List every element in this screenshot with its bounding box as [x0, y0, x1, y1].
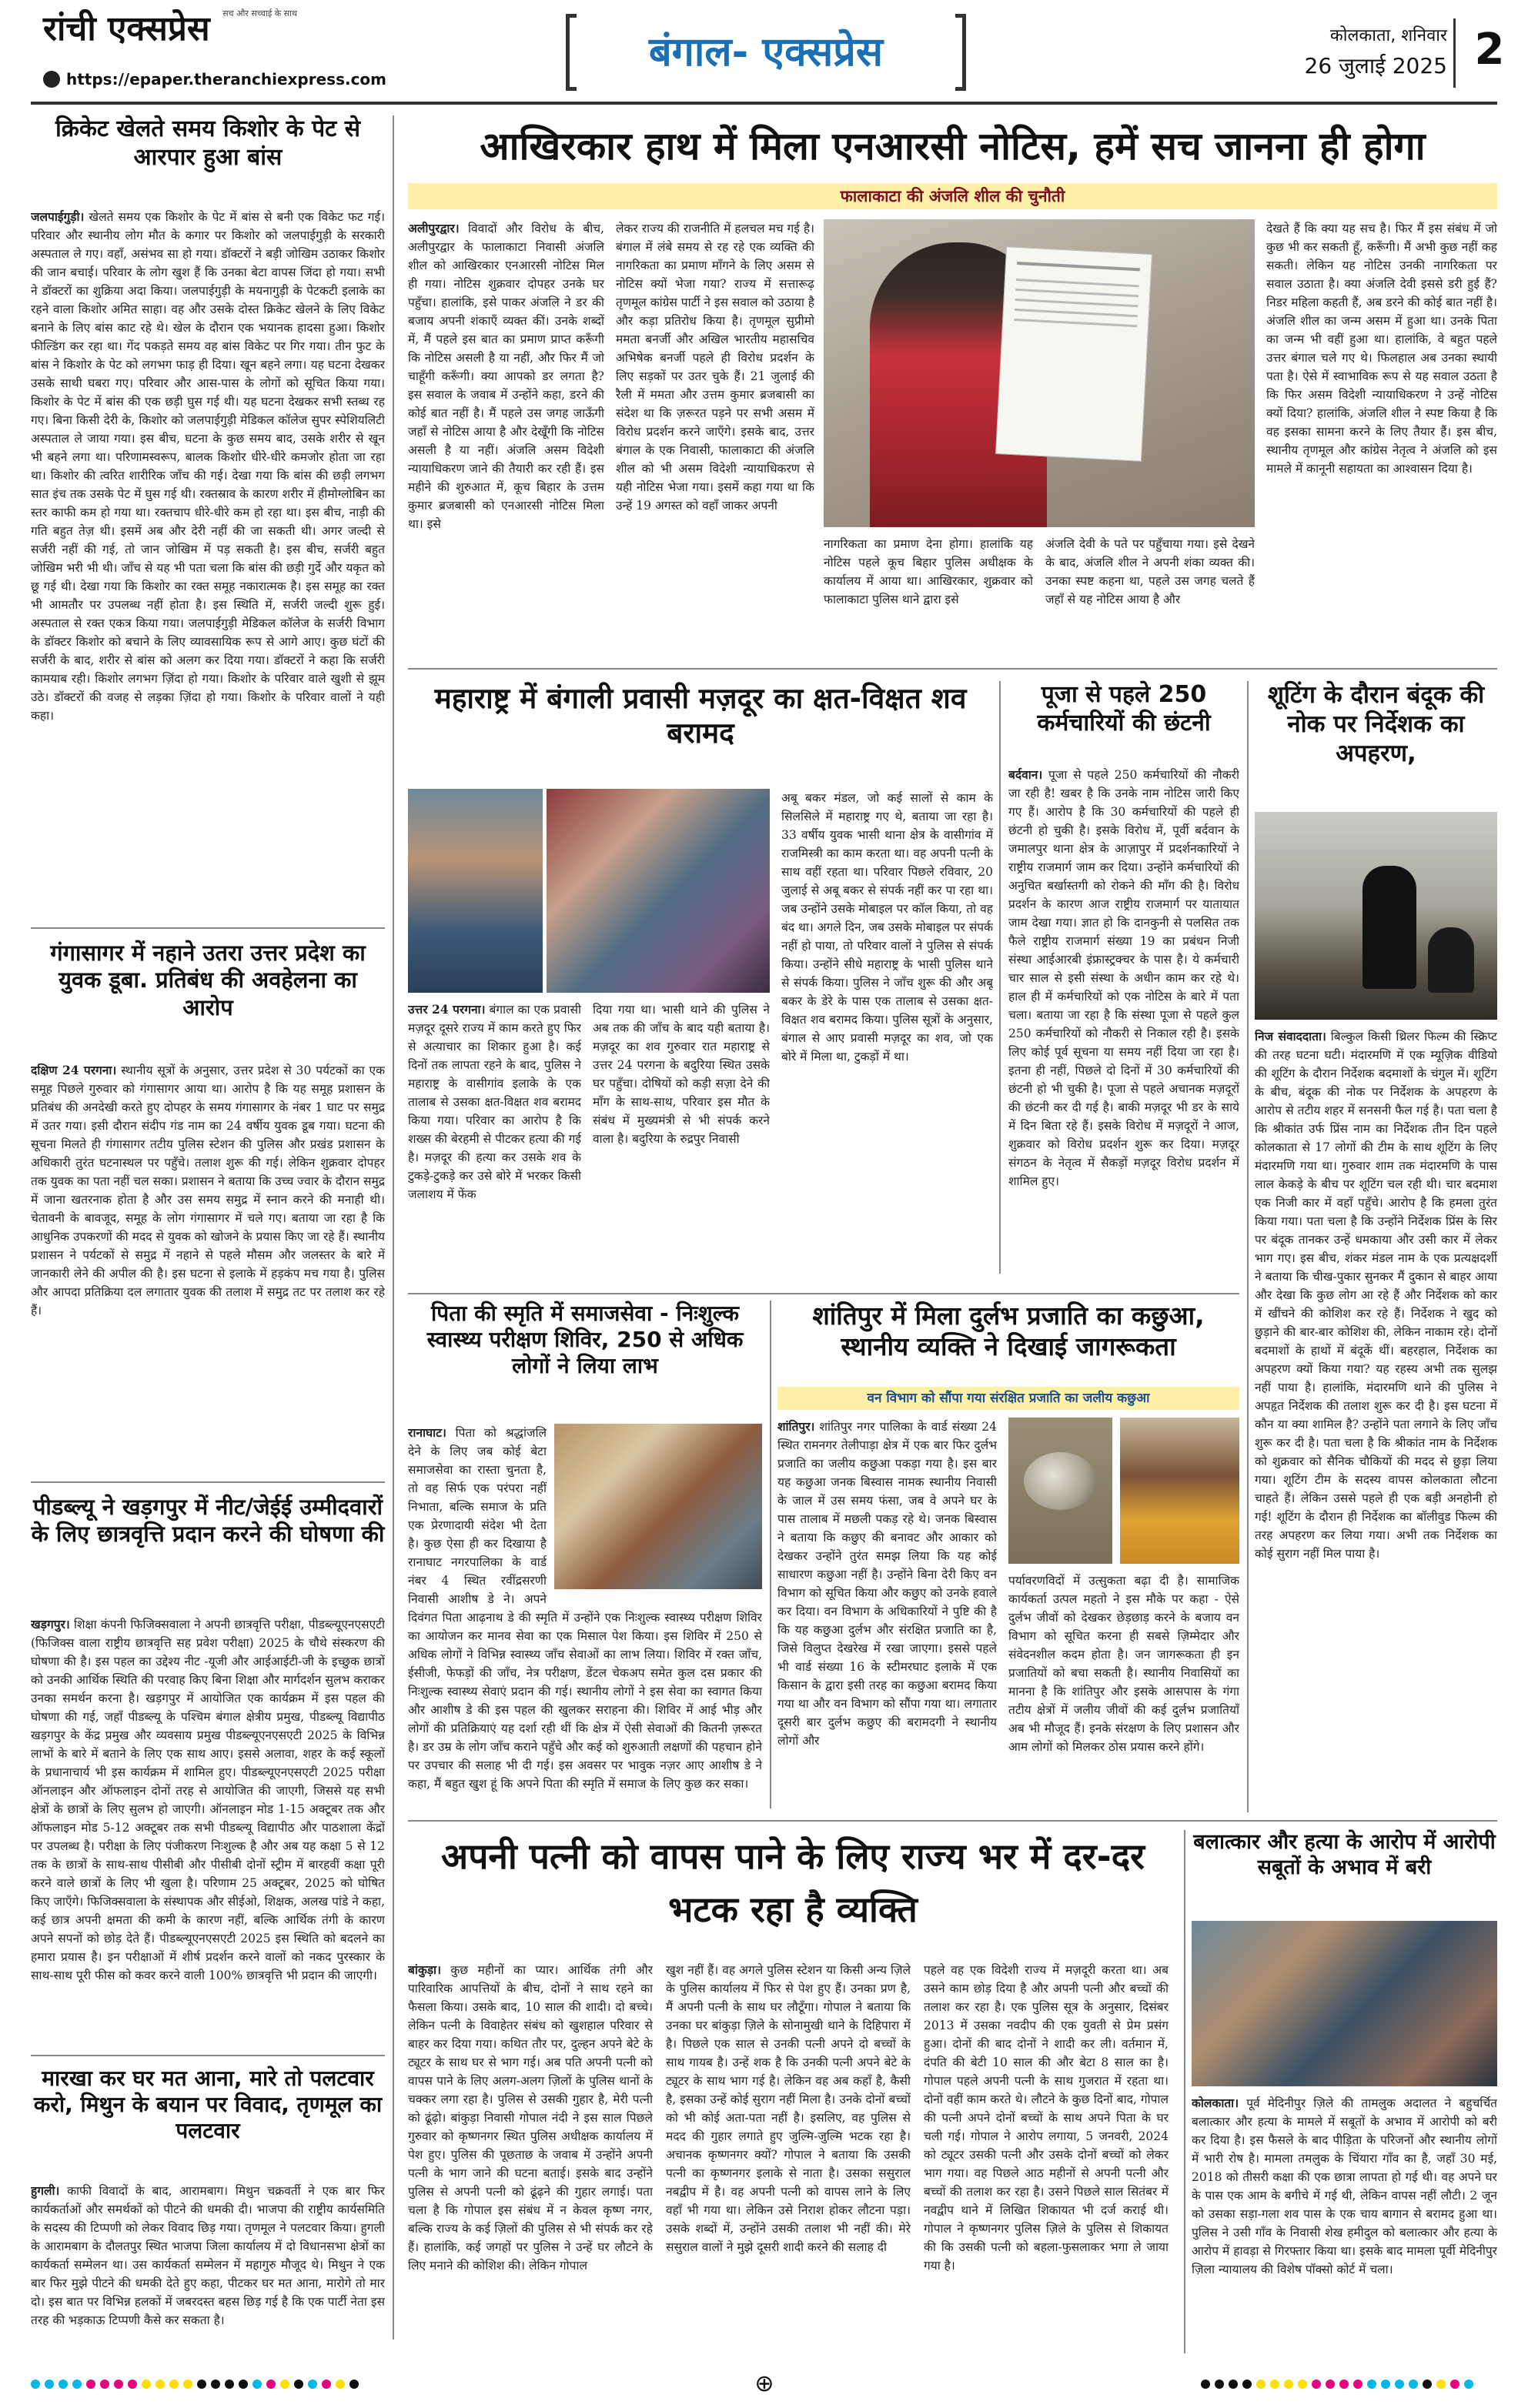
left-column-rule [393, 115, 394, 2340]
brand-logo [43, 6, 297, 52]
photo-victim [408, 789, 543, 993]
mid-rule-2 [408, 1820, 1497, 1822]
body-mithun: हुगली। काफी विवादों के बाद, आरामबाग। मिथुन चक्रवर्ती ने एक बार फिर कार्यकर्ताओं और समर्थकों को पीटने की धमकी दी। भाजपा की राष्ट्रीय कार्यसमिति के सदस्य की टिप्पणी को लेकर विवाद छिड़ गया। तृणमूल ने पलटवार किया। हुगली के आरामबाग के दौलतपुर स्थित भाजपा जिला कार्यालय में दो विधानसभा क्षेत्रों का कार्यकर्ता सम्मेलन था। उस कार्यकर्ता सम्मेलन में महागुरु मौजूद थे। मिथुन ने एक बार फिर मुझे पीटने की धमकी देते हुए कहा, पीटकर घर मत आना, मारोगे तो मार दो। इस बात पर विभिन्न हलकों में जबरदस्त बहस छिड़ गई है कि एक पार्टी नेता इस तरह की भड़काऊ टिप्पणी कैसे कर सकता है। [31, 2183, 385, 2328]
lead-headline: आखिरकार हाथ में मिला एनआरसी नोटिस, हमें सच जानना ही होगा [480, 124, 1426, 169]
headline-mithun: मारखा कर घर मत आना, मारे तो पलटवार करो, मिथुन के बयान पर विवाद, तृणमूल का पलटवार [33, 2066, 383, 2144]
body-wife-col3: पहले वह एक विदेशी राज्य में मज़दूरी करता था। अब उसने काम छोड़ दिया है और अपनी पत्नी और बच्चों की तलाश कर रहा है। एक पुलिस सूत्र के अनुसार, दिसंबर 2013 में उसका नवदीप की एक युवती से प्रेम प्रसंग हुआ। दोनों की बाद दोनों ने शादी कर ली। वर्तमान में, दंपति की बेटी 10 साल की और बेटा 8 साल का है। गोपाल पहले अपनी पत्नी के साथ गुजरात में रहता था। दोनों वहीं काम करते थे। लौटने के कुछ दिनों बाद, गोपाल की पत्नी अपने दोनों बच्चों के साथ अपने पिता के घर चली गई। गोपाल ने आरोप लगाया, 5 जनवरी, 2024 को ट्यूटर उसकी पत्नी और उसके दोनों बच्चों को लेकर भाग गया। वह पिछले आठ महीनों से अपनी पत्नी और बच्चों की तलाश कर रहा है। उसने पिछले साल सितंबर में नवद्वीप थाने में लिखित शिकायत भी दर्ज कराई थी। गोपाल ने कृष्णनगर पुलिस ज़िले के पुलिस से शिकायत की कि उसकी पत्नी को बहला-फुसलाकर भगा ले जाया गया है। [924, 1963, 1169, 2273]
tortoise-left-rule [770, 1301, 771, 1809]
article-maharashtra [408, 681, 993, 1285]
lead-story [408, 115, 1497, 654]
headline-puja: पूजा से पहले 250 कर्मचारियों की छंटनी [1037, 681, 1211, 736]
article-health-camp [408, 1301, 762, 1809]
body-tortoise-col2: पर्यावरणविदों में उत्सुकता बढ़ा दी है। सामाजिक कार्यकर्ता उत्पल महतो ने इस मौके पर कहा - ऐसे दुर्लभ जीवों को देखकर छेड़छाड़ करने के बजाय वन विभाग को सूचित करना ही सबसे ज़िम्मेदार और संवेदनशील कदम होता है। जन जागरूकता ही इन प्रजातियों को बचा सकती है। स्थानीय निवासियों का मानना है कि शांतिपुर और इसके आसपास के गंगा तटीय क्षेत्रों में जलीय जीवों की कई दुर्लभ प्रजातियाँ अब भी मौजूद हैं। इनके संरक्षण के लिए प्रशासन और आम लोगों को मिलकर ठोस प्रयास करने होंगे। [1008, 1574, 1239, 1755]
body-wife-col2: खुश नहीं हैं। वह अगले पुलिस स्टेशन या किसी अन्य ज़िले के पुलिस कार्यालय में फिर से पेश हुए हैं। उनका प्रण है, मैं अपनी पत्नी के साथ घर लौटूँगा। गोपाल ने बताया कि उनका घर बांकुड़ा ज़िले के सोनामुखी थाने के दिहिपारा में है। पिछले एक साल से उनकी पत्नी अपने दो बच्चों के साथ गायब है। उन्हें शक है कि उनकी पत्नी अपने बेटे के ट्यूटर के साथ भाग गई है। लेकिन वह अब कहाँ है, कैसी है, इसका उन्हें कोई सुराग नहीं मिला है। उनके दोनों बच्चों को भी कोई अता-पता नहीं है। इसलिए, वह पुलिस से मदद की गुहार लगाते हुए जुल्मि-जुल्मि भटक रहा है। अचानक कृष्णनगर क्यों? गोपाल ने बताया कि उसकी पत्नी का कृष्णनगर इलाके से नाता है। उसका ससुराल नबद्वीप में है। वह अपनी पत्नी को वापस लाने के लिए वहाँ भी गया था। लेकिन उसे निराश होकर लौटना पड़ा। उसके शब्दों में, उन्होंने उसकी तलाश भी नहीं की। मेरे ससुराल वालों ने मुझे दूसरी शादी करने की सलाह दी [666, 1963, 911, 2255]
body-puja: बर्दवान। पूजा से पहले 250 कर्मचारियों की नौकरी जा रही है! खबर है कि उनके नाम नोटिस जारी किए गए हैं। आरोप है कि 30 कर्मचारियों की पहले ही छंटनी हो चुकी है। इसके विरोध में, पूर्वी बर्दवान के जमालपुर थाना क्षेत्र के आज़ापुर में प्रदर्शनकारियों ने राष्ट्रीय राजमार्ग जाम कर दिया। उन्होंने कर्मचारियों की अनुचित बर्खास्तगी को रोकने की माँग की है। विरोध प्रदर्शन के कारण आज राष्ट्रीय राजमार्ग पर यातायात जाम देखा गया। ज्ञात हो कि दानकुनी से पलसित तक फैले राष्ट्रीय राजमार्ग संख्या 19 का प्रबंधन निजी संस्था आईआरबी इंफ्रास्ट्रक्चर के पास है। ये कर्मचारी चार साल से इसी संस्था के अधीन काम कर रहे थे। हाल ही में कर्मचारियों को एक नोटिस के बारे में पता चला। बताया जा रहा है कि संस्था पूजा से पहले कुल 250 कर्मचारियों को नौकरी से निकाल रही है। इसके लिए कोई पूर्व सूचना या समय नहीं दिया जा रहा है। इतना ही नहीं, पिछले दो दिनों में 30 कर्मचारियों की छंटनी हो भी चुकी है। पूजा से पहले अचानक मज़दूरों की छंटनी कर दी गई है। बाकी मज़दूर भी डर के साये में दिन बिता रहे हैं। इसके विरोध में मज़दूरों ने आज, शुक्रवार को विरोध प्रदर्शन शुरू कर दिया। मज़दूर संगठन के नेतृत्व में सैकड़ों मज़दूर विरोध प्रदर्शन में शामिल हुए। [1008, 767, 1239, 1189]
section-title: बंगाल- एक्सप्रेस [648, 29, 884, 75]
date-block [1262, 23, 1447, 80]
mid-rule-1 [408, 1293, 1239, 1294]
notice-document [995, 246, 1152, 462]
lead-body-col5: देखते हैं कि क्या यह सच है। फिर मैं इस संबंध में जो कुछ भी कर सकती हूँ, करूँगी। मैं अभी कुछ नहीं कह सकती। लेकिन यह नोटिस उनकी नागरिकता पर सवाल उठाता है। क्या अंजलि देवी इससे डरी हुई हैं? निडर महिला कहती हैं, अब डरने की कोई बात नहीं है। अंजलि शील का जन्म असम में हुआ था। उनके पिता का जन्म भी वहीं हुआ था। हालांकि, वे बहुत पहले उत्तर बंगाल चले गए थे। फिलहाल अब उनका स्थायी पता है। ऐसे में स्वाभाविक रूप से यह सवाल उठता है कि फिर असम विदेशी न्यायाधिकरण ने उन्हें नोटिस क्यों दिया? हालांकि, अंजलि शील ने स्पष्ट किया है कि वह इसका सामना करने के लिए तैयार हैं। इस बीच, स्थानीय तृणमूल और कांग्रेस नेतृत्व ने अंजलि को इस मामले में कानूनी सहायता का आश्वासन दिया है। [1266, 222, 1497, 476]
body-health-camp: रानाघाट। पिता को श्रद्धांजलि देने के लिए जब कोई बेटा समाजसेवा का रास्ता चुनता है, तो वह सिर्फ एक परंपरा नहीं निभाता, बल्कि समाज के प्रति एक प्रेरणादायी संदेश भी देता है। कुछ ऐसा ही कर दिखाया है रानाघाट नगरपालिका के वार्ड नंबर 4 स्थित रवींद्रसरणी निवासी आशीष डे ने। अपने दिवंगत पिता आढ़नाथ डे की स्मृति में उन्होंने एक निःशुल्क स्वास्थ्य परीक्षण शिविर का आयोजन कर मानव सेवा का एक मिसाल पेश किया। इस शिविर में 250 से अधिक लोगों ने विभिन्न स्वास्थ्य जाँच सेवाओं का लाभ लिया। शिविर में रक्त जाँच, ईसीजी, फेफड़ों की जाँच, नेत्र परीक्षण, डेंटल चेकअप समेत कुल दस प्रकार की निःशुल्क स्वास्थ्य सेवाएं प्रदान की गई। स्थानीय लोगों ने इस सेवा का स्वागत किया और आशीष डे की इस पहल की खुलकर सराहना की। शिविर में आई भीड़ और लोगों की प्रतिक्रियाएं यह दर्शा रही थीं कि क्षेत्र में ऐसी सेवाओं की कितनी ज़रूरत है। डर उम्र के लोग जाँच कराने पहुँचे और कई को शुरुआती लक्षणों की पहचान होने पर उपचार की सलाह भी दी गई। इस अवसर पर भावुक नज़र आए आशीष डे ने कहा, मैं बहुत खुश हूं कि अपने पिता की स्मृति में समाज के लिए कुछ कर सका। [408, 1425, 762, 1792]
headline-cricket: क्रिकेट खेलते समय किशोर के पेट से आरपार हुआ बांस [55, 115, 360, 171]
lead-strap: फालाकाटा की अंजलि शील की चुनौती [408, 183, 1497, 209]
lead-body-col1: अलीपुरद्वार। विवादों और विरोध के बीच, अलीपुरद्वार के फालाकाटा निवासी अंजलि शील को आखिरकार एनआरसी नोटिस मिल ही गया। नोटिस शुक्रवार दोपहर उनके घर पहुँचा। हालांकि, इसे पाकर अंजलि ने डर की बजाय अपनी शंकाएँ व्यक्त कीं। उनके शब्दों में, मैं पहले इस बात का प्रमाण प्राप्त करूँगी कि नोटिस असली है या नहीं, और फिर मैं जो चाहूँगी करूँगी। क्या आपको डर लगता है? इस सवाल के जवाब में उन्होंने कहा, डरने की कोई बात नहीं है। मैं पहले उस जगह जाऊँगी जहाँ से नोटिस आया है और देखूँगी कि नोटिस असली है या नहीं। अंजलि असम विदेशी न्यायाधिकरण जाने की तैयारी कर रही हैं। इस महीने की शुरुआत में, कूच बिहार के उत्तम कुमार ब्रजबासी को एनआरसी नोटिस मिला था। इसे [408, 221, 604, 532]
rape-left-rule [1184, 1830, 1185, 2353]
article-acquittal [1192, 1830, 1497, 2361]
article-mithun [31, 2055, 385, 2340]
body-tortoise-col1: शांतिपुर। शांतिपुर नगर पालिका के वार्ड संख्या 24 स्थित रामनगर तेलीपाड़ा क्षेत्र में एक बार फिर दुर्लभ प्रजाति का जलीय कछुआ पकड़ा गया है। इस बार यह कछुआ जनक बिस्वास नामक स्थानीय निवासी के जाल में उस समय फंसा, जब वे अपने घर के पास तालाब में मछली पकड़ रहे थे। जनक बिस्वास ने बताया कि कछुए की बनावट और आकार को देखकर उन्होंने तुरंत समझ लिया कि यह कोई साधारण कछुआ नहीं है। उन्होंने बिना देरी किए वन विभाग को सूचित किया और कछुए को उनके हवाले कर दिया। वन विभाग के अधिकारियों ने पुष्टि की है कि यह कछुआ दुर्लभ और संरक्षित प्रजाति का है, जिसे विलुप्त देखरेख में रखा जाएगा। इससे पहले भी वार्ड संख्या 16 के स्टीमरघाट इलाके में एक किसान के द्वारा इसी तरह का कछुआ बरामद किया गया था और वन विभाग को सौंपा गया था। लगातार दूसरी बार दुर्लभ कछुए की बरामदगी ने स्थानीय लोगों और [777, 1419, 997, 1748]
headline-health-camp: पिता की स्मृति में समाजसेवा - निःशुल्क स्वास्थ्य परीक्षण शिविर, 250 से अधिक लोगों ने लिया लाभ [426, 1301, 744, 1379]
headline-wife-search: अपनी पत्नी को वापस पाने के लिए राज्य भर में दर-दर भटक रहा है व्यक्ति [441, 1835, 1145, 1930]
section-banner [566, 14, 966, 91]
epaper-link[interactable]: https://epaper.theranchiexpress.com [66, 70, 387, 89]
tortoise-shell [1024, 1452, 1097, 1510]
article-cricket [31, 115, 385, 916]
url-bar [43, 68, 386, 91]
puja-left-rule [999, 681, 1001, 1274]
masthead-rule [31, 102, 1497, 105]
body-maharashtra-col3: अबू बकर मंडल, जो कई सालों से काम के सिलसिले में महाराष्ट्र गए थे, बताया जा रहा है। 33 वर्षीय युवक भासी थाना क्षेत्र के वासीगांव में राजमिस्त्री का काम करता था। वह अपनी पत्नी के साथ वहीं रहता था। परिवार पिछले रविवार, 20 जुलाई से अबू बकर से संपर्क नहीं कर पा रहा था। जब उन्होंने उसके मोबाइल पर कॉल किया, तो वह बंद था। अगले दिन, जब उसके मोबाइल पर संपर्क नहीं हो पाया, तो परिवार वालों ने पुलिस से संपर्क किया। उन्होंने सीधे महाराष्ट्र के भासी पुलिस थाने से संपर्क किया। पुलिस ने जाँच शुरू की और अबू बकर के डेरे के पास एक तालाब से उसका क्षत-विक्षत शव बरामद किया। पुलिस सूत्रों के अनुसार, बंगाल से आए प्रवासी मज़दूर का शव, जो एक बोरे में मिला था, टुकड़ों में था। [781, 791, 993, 1064]
body-maharashtra-col2: दिया गया था। भासी थाने की पुलिस ने अब तक की जाँच के बाद यही बताया है। मज़दूर का शव गुरुवार रात महाराष्ट्र से उत्तर 24 परगना के बदुरिया स्थित उसके घर पहुँचा। दोषियों को कड़ी सज़ा देने की माँग के साथ-साथ, परिवार इस मौत के संबंध में मुख्यमंत्री से भी संपर्क करने वाला है। बदुरिया के रुद्रपुर निवासी [593, 1003, 770, 1147]
color-bar-left [31, 2380, 359, 2389]
brand-tagline: सच और सच्चाई के साथ [222, 8, 297, 18]
lead-bottom-rule [408, 668, 1497, 670]
article-puja [1008, 681, 1239, 1266]
body-gangasagar: दक्षिण 24 परगना। स्थानीय सूत्रों के अनुसार, उत्तर प्रदेश से 30 पर्यटकों का एक समूह पिछले गुरुवार को गंगासागर आया था। आरोप है कि यह समूह प्रशासन के प्रतिबंध की अनदेखी करते हुए दोपहर के समय गंगासागर के नंबर 1 घाट पर समुद्र में उतर गया। इसी दौरान संदीप गंड नाम का 24 वर्षीय युवक डूब गया। घटना की सूचना मिलते ही गंगासागर तटीय पुलिस स्टेशन की पुलिस और प्रखंड प्रशासन के अधिकारी तुरंत घटनास्थल पर पहुँचे। तलाश शुरू की गई। लेकिन शुक्रवार दोपहर तक युवक का पता नहीं चल सका। प्रशासन ने बताया कि उच्च ज्वार के दौरान समुद्र में जाना खतरनाक होता है और उस समय समुद्र में स्नान करने की मनाही थी। चेतावनी के बावजूद, समूह के लोग गंगासागर में चले गए। बताया जा रहा है कि आधुनिक उपकरणों की मदद से युवक को खोजने के प्रयास किए जा रहे हैं। स्थानीय प्रशासन ने पर्यटकों से समुद्र में नहाने से पहले मौसम और जलस्तर के बारे में जानकारी लेने की अपील की है। इस घटना से इलाके में हड़कंप मच गया है। पुलिस और आपदा प्रतिक्रिया दल लगातार युवक की तलाश में समुद्र तट पर तलाश कर रहे हैं। [31, 1063, 385, 1318]
headline-maharashtra: महाराष्ट्र में बंगाली प्रवासी मज़दूर का क्षत-विक्षत शव बरामद [434, 682, 967, 750]
body-pw: खड़गपुर। शिक्षा कंपनी फिजिक्सवाला ने अपनी छात्रवृत्ति परीक्षा, पीडब्ल्यूएनएसएटी (फिजिक्स वाला राष्ट्रीय छात्रवृत्ति सह प्रवेश परीक्षा) 2025 के चौथे संस्करण की घोषणा की है। इस पहल का उद्देश्य नीट -यूजी और आईआईटी-जी के इच्छुक छात्रों को उनकी आर्थिक स्थिति की परवाह किए बिना शिक्षा और मार्गदर्शन सुलभ कराकर उनका समर्थन करना है। खड़गपुर में आयोजित एक कार्यक्रम में इस पहल की घोषणा की गई, जहाँ पीडब्ल्यू के पश्चिम बंगाल क्षेत्रीय प्रमुख, पीडब्ल्यू विद्यापीठ खड़गपुर के केंद्र प्रमुख और व्यवसाय प्रमुख पीडब्ल्यूएनएसएटी 2025 के विभिन्न लाभों के बारे में बताने के लिए एक साथ आए। इससे अलावा, शहर के कई स्कूलों के प्रधानाचार्य भी इस कार्यक्रम में शामिल हुए। पीडब्ल्यूएनएसएटी 2025 परीक्षा ऑनलाइन और ऑफलाइन दोनों तरह से आयोजित की जाएगी, जिससे यह सभी क्षेत्रों के छात्रों के लिए सुलभ हो जाएगी। ऑनलाइन मोड 1-15 अक्टूबर तक और ऑफलाइन मोड 5-12 अक्टूबर तक सभी पीडब्ल्यू विद्यापीठ और पाठशाला केंद्रों पर उपलब्ध है। परीक्षा के लिए पंजीकरण निःशुल्क है और अब यह कक्षा 5 से 12 तक के छात्रों के साथ-साथ पीसीबी और पीसीबी दोनों स्ट्रीम में बारहवीं कक्षा पूरी करने वाले छात्रों के लिए भी खुला है। परिणाम 25 अक्टूबर, 2025 को घोषित किए जाएँगे। फिजिक्सवाला के संस्थापक और सीईओ, शिक्षक, अलख पांडे ने कहा, कई छात्र अपनी क्षमता की कमी के कारण नहीं, बल्कि आर्थिक तंगी के कारण अपने सपनों को छोड़ देते हैं। पीडब्ल्यूएनएसएटी 2025 इस स्थिति को बदलने का हमारा प्रयास है। इन परीक्षाओं में शीर्ष प्रदर्शन करने वालों को नकद पुरस्कार के साथ-साथ पूरी फीस को कवर करने वाली 100% छात्रवृत्ति भी प्रदान की जाएगी। [31, 1617, 385, 1983]
page-number: 2 [1474, 25, 1505, 75]
headline-tortoise: शांतिपुर में मिला दुर्लभ प्रजाति का कछुआ, स्थानीय व्यक्ति ने दिखाई जागरूकता [812, 1301, 1205, 1362]
headline-shooting: शूटिंग के दौरान बंदूक की नोक पर निर्देशक का अपहरण, [1267, 681, 1485, 767]
figure-kneeling [1428, 927, 1474, 993]
date-divider [1453, 18, 1456, 88]
globe-icon [43, 71, 60, 88]
article-pw [31, 1481, 385, 2054]
photo-kidnap-scene [1255, 812, 1497, 1020]
issue-date: 26 जुलाई 2025 [1304, 53, 1447, 78]
photo-victim-family [1192, 1921, 1497, 2086]
body-maharashtra-col1: उत्तर 24 परगना। बंगाल का एक प्रवासी मज़दूर दूसरे राज्य में काम करते हुए फिर से अत्याचार का शिकार हुआ है। कई दिनों तक लापता रहने के बाद, पुलिस ने महाराष्ट्र के वासीगांव इलाके के एक तालाब से उसका क्षत-विक्षत शव बरामद किया गया। परिवार का आरोप है कि शख्स की बेरहमी से पीटकर हत्या की गई है। मज़दूर की हत्या कर उसके शव के टुकड़े-टुकड़े कर उसे बोरे में भरकर किसी जलाशय में फेंक [408, 1002, 581, 1202]
registration-mark-icon: ⊕ [754, 2370, 774, 2397]
article-wife-search [408, 1830, 1178, 2361]
color-bar-right [1201, 2380, 1473, 2389]
bracket-right [955, 14, 966, 91]
article-gangasagar [31, 927, 385, 1481]
headline-acquittal: बलात्कार और हत्या के आरोप में आरोपी सबूतों के अभाव में बरी [1193, 1830, 1496, 1879]
body-acquittal: कोलकाता। पूर्व मेदिनीपुर ज़िले की तामलुक अदालत ने बहुचर्चित बलात्कार और हत्या के मामले में सबूतों के अभाव में आरोपी को बरी कर दिया है। इस फैसले के बाद पीड़िता के परिजनों और स्थानीय लोगों में भारी रोष है। मामला तमलुक के चिंयारा गाँव का है, जहाँ 30 मई, 2018 को तीसरी कक्षा की एक छात्रा लापता हो गई थी। वह अपने घर के पास एक आम के बगीचे में गई थी, लेकिन वापस नहीं लौटी। 2 जून को उसका सड़ा-गला शव पास के एक चाय बागान से बरामद हुआ था। पुलिस ने उसी गाँव के निवासी शेख हमीदुल को बलात्कार और हत्या के आरोप में हावड़ा से गिरफ्तार किया था। इसके बाद मामला पूर्वी मेदिनीपुर ज़िला न्यायालय की विशेष पॉक्सो कोर्ट में चला। [1192, 2096, 1497, 2277]
lead-body-col2: लेकर राज्य की राजनीति में हलचल मच गई है। बंगाल में लंबे समय से रह रहे एक व्यक्ति की नागरिकता का प्रमाण माँगने के लिए असम से नोटिस क्यों भेजा गया? राज्य में सत्तारूढ़ तृणमूल कांग्रेस पार्टी ने इस सवाल को उठाया है और कड़ा प्रतिरोध किया है। तृणमूल सुप्रीमो ममता बनर्जी और अखिल भारतीय महासचिव अभिषेक बनर्जी पहले ही विरोध प्रदर्शन के लिए सड़कों पर उतर चुके हैं। 21 जुलाई की रैली में ममता और उत्तम कुमार ब्रजबासी का संदेश था कि ज़रूरत पड़ने पर सभी असम में विरोध प्रदर्शन करने जाएँगे। इसके बाद, उत्तर बंगाल के एक निवासी, फालाकाटा की अंजलि शील को भी असम विदेशी न्यायाधिकरण से यही नोटिस भेजा गया। इसमें कहा गया था कि उन्हें 19 अगस्त को वहाँ जाकर अपनी [616, 222, 814, 513]
body-shooting: निज संवाददाता। बिल्कुल किसी थ्रिलर फिल्म की स्क्रिप्ट की तरह घटना घटी। मंदारमणि में एक म्यूज़िक वीडियो की शूटिंग के दौरान निर्देशक बदमाशों के चंगुल में। शूटिंग के बीच, बंदूक की नोक पर निर्देशक के अपहरण के आरोप से तटीय शहर में सनसनी फैल गई है। पता चला है कि श्रीकांत उर्फ प्रिंस नाम का निर्देशक तीन दिन पहले कोलकाता से 17 लोगों की टीम के साथ शूटिंग के लिए मंदारमणि गया था। गुरुवार शाम तक मंदारमणि के पास लाल केकड़े के बीच पर शूटिंग चल रही थी। चार बदमाश एक निजी कार में वहाँ पहुँचे। आरोप है कि हमला तुरंत किया गया। पता चला है कि उन्होंने निर्देशक प्रिंस के सिर पर बंदूक तानकर उन्हें धमकाया और उसी कार में लेकर भाग गए। इस बीच, शंकर मंडल नाम के एक प्रत्यक्षदर्शी ने बताया कि चीख-पुकार सुनकर मैं दुकान से बाहर आया और देखा कि कुछ लोग आ रहे हैं और निर्देशक को कार में खींचने की कोशिश कर रहे हैं। निर्देशक ने खुद को छुड़ाने की बार-बार कोशिश की, लेकिन नाकाम रहे। दोनों बदमाशों के हाथों में बंदूकें थीं। बहरहाल, निर्देशक का अपहरण क्यों किया गया? यह रहस्य अभी तक सुलझ नहीं पाया है। हालांकि, मंदारमणि थाने की पुलिस ने अपहृत निर्देशक की तलाश शुरू कर दी है। इस घटना में कौन या क्या शामिल है? उन्होंने पता लगाने के लिए जाँच शुरू कर दी है। पता चला है कि श्रीकांत नाम के निर्देशक को शुक्रवार को सैनिक चौकियों की मदद से छुड़ा लिया गया। शूटिंग टीम के सदस्य वापस कोलकाता लौटना चाहते हैं। लेकिन उससे पहले ही एक बड़ी अनहोनी हो गई! शूटिंग के दौरान ही निर्देशक का बॉलीवुड फिल्म की तरह अपहरण कर लिया गया। अभी तक निर्देशक का कोई सुराग नहीं मिल पाया है। [1255, 1029, 1497, 1561]
photo-family [547, 789, 770, 993]
article-tortoise [777, 1301, 1239, 1809]
figure-gunman [1362, 866, 1416, 989]
body-cricket: जलपाईगुड़ी। खेलते समय एक किशोर के पेट में बांस से बनी एक विकेट फट गई। परिवार और स्थानीय लोग मौत के कगार पर किशोर को जलपाईगुड़ी के सरकारी अस्पताल ले गए। वहाँ, असंभव सा हो गया। डॉक्टरों ने बड़ी जोखिम उठाकर किशोर की जान बचाई। परिवार के लोग खुश हैं कि उनका बेटा वापस जिंदा हो गया। सभी ने डॉक्टरों का शुक्रिया अदा किया। जलपाईगुड़ी के मयनागुड़ी के पेटकटी इलाके का रहने वाला किशोर अमित साहा। वह और उसके दोस्त क्रिकेट खेलने के लिए विकेट बनाने के लिए बांस काट रहे थे। खेल के दौरान एक भयानक हादसा हुआ। किशोर फील्डिंग कर रहा था। गेंद पकड़ते समय वह बांस विकेट पर गिर गया। तीन फुट के बांस ने किशोर के पेट को लगभग फाड़ ही दिया। खून बहने लगा। यह घटना देखकर उसके साथी घबरा गए। परिवार और आस-पास के लोगों को सूचित किया गया। किशोर के पेट में बांस की एक छड़ी घुस गई थी। यह घटना देखकर सभी स्तब्ध रह गए। बिना किसी देरी के, किशोर को जलपाईगुड़ी मेडिकल कॉलेज सुपर स्पेशियलिटी अस्पताल ले जाया गया। इस बीच, घटना के कुछ समय बाद, उसके शरीर से खून भी बहने लगा था। परिणामस्वरूप, बालक किशोर धीरे-धीरे कमजोर होता जा रहा था। किशोर की त्वरित शारीरिक जाँच की गई। देखा गया कि बांस की छड़ी लगभग सात इंच तक उसके पेट में घुस गई थी। रक्तस्राव के कारण शरीर में हीमोग्लोबिन का स्तर काफी कम हो गया था। रक्तचाप धीरे-धीरे कम हो रहा था। इस बीच, नाड़ी की गति बहुत तेज़ थी। इसमें अब और देरी नहीं की जा सकती थी। अगर जल्दी से सर्जरी नहीं की गई, तो जान जोखिम में पड़ सकती है। इस बीच, सर्जरी बहुत जोखिम भरी भी थी। जाँच से यह भी पता चला कि बांस की छड़ी गुर्दे और यकृत को छू गई थी। देखा गया कि किशोर का रक्त समूह नकारात्मक है। इस समूह का रक्त भी आमतौर पर उपलब्ध नहीं होता है। इस स्थिति में, सर्जरी जल्दी शुरू हुई। अस्पताल से रक्त एकत्र किया गया। जलपाईगुड़ी मेडिकल कॉलेज के सर्जरी विभाग के डॉक्टर किशोर को बचाने के लिए व्यावसायिक रूप से आगे आए। कुछ घंटों की सर्जरी के बाद, शरीर से बांस को अलग कर दिया गया। डॉक्टरों ने कहा कि सर्जरी कामयाब रही। किशोर लगभग ज़िंदा हो गया। किशोर के परिवार वाले खुशी से झूम उठे। डॉक्टरों की वजह से लड़का ज़िंदा हो गया। किशोर के परिवार वालों ने यही कहा। [31, 209, 385, 723]
shooting-left-rule [1247, 681, 1249, 1812]
headline-pw: पीडब्ल्यू ने खड़गपुर में नीट/जेईई उम्मीदवारों के लिए छात्रवृत्ति प्रदान करने की घोषणा की [31, 1494, 385, 1548]
body-wife-col1: बांकुड़ा। कुछ महीनों का प्यार। आर्थिक तंगी और पारिवारिक आपत्तियों के बीच, दोनों ने साथ रहने का फैसला किया। उसके बाद, 10 साल की शादी। दो बच्चे। लेकिन पत्नी के विवाहेतर संबंध को खुशहाल परिवार से बाहर कर दिया गया। कथित तौर पर, दुल्हन अपने बेटे के ट्यूटर के साथ घर से भाग गई। अब पति अपनी पत्नी को वापस पाने के लिए अलग-अलग ज़िलों के पुलिस थानों के चक्कर लगा रहा है। पुलिस से उसकी गुहार है, मेरी पत्नी को ढूंढ़ो। बांकुड़ा निवासी गोपाल नंदी ने इस साल पिछले गुरुवार को कृष्णनगर स्थित पुलिस अधीक्षक कार्यालय में पेश हुए। पुलिस की पूछताछ के जवाब में उन्होंने अपनी पत्नी के भाग जाने की घटना बताई। इसके बाद उन्होंने पुलिस से अपनी पत्नी को ढूंढ़ने की गुहार लगाई। पता चला है कि गोपाल इस संबंध में न केवल कृष्ण नगर, बल्कि राज्य के कई ज़िलों की पुलिस से भी संपर्क कर रहे हैं। हालांकि, कई जगहों पर पुलिस ने उन्हें घर लौटने के लिए मनाने की कोशिश की। लेकिन गोपाल [408, 1962, 653, 2273]
headline-gangasagar: गंगासागर में नहाने उतरा उत्तर प्रदेश का युवक डूबा. प्रतिबंध की अवहेलना का आरोप [50, 940, 366, 1020]
lead-body-col3: नागरिकता का प्रमाण देना होगा। हालांकि यह नोटिस पहले कूच बिहार पुलिस अधीक्षक के कार्यालय में आया था। आखिरकार, शुक्रवार को फालाकाटा पुलिस थाने द्वारा इसे [824, 537, 1033, 607]
photo-anjali-shil [824, 219, 1255, 527]
tortoise-strap: वन विभाग को सौंपा गया संरक्षित प्रजाति का जलीय कछुआ [777, 1387, 1239, 1410]
article-shooting [1255, 681, 1497, 1812]
photo-activist [1120, 1418, 1239, 1564]
city-day: कोलकाता, शनिवार [1329, 26, 1447, 45]
lead-body-col4: अंजलि देवी के पते पर पहुँचाया गया। इसे देखने के बाद, अंजलि शील ने अपनी शंका व्यक्त की। उनका स्पष्ट कहना था, पहले उस जगह चलते हैं जहाँ से यह नोटिस आया है और [1045, 537, 1255, 607]
photo-tortoise [1008, 1418, 1112, 1564]
masthead [0, 0, 1528, 100]
brand-name: रांची एक्सप्रेस [43, 9, 210, 48]
